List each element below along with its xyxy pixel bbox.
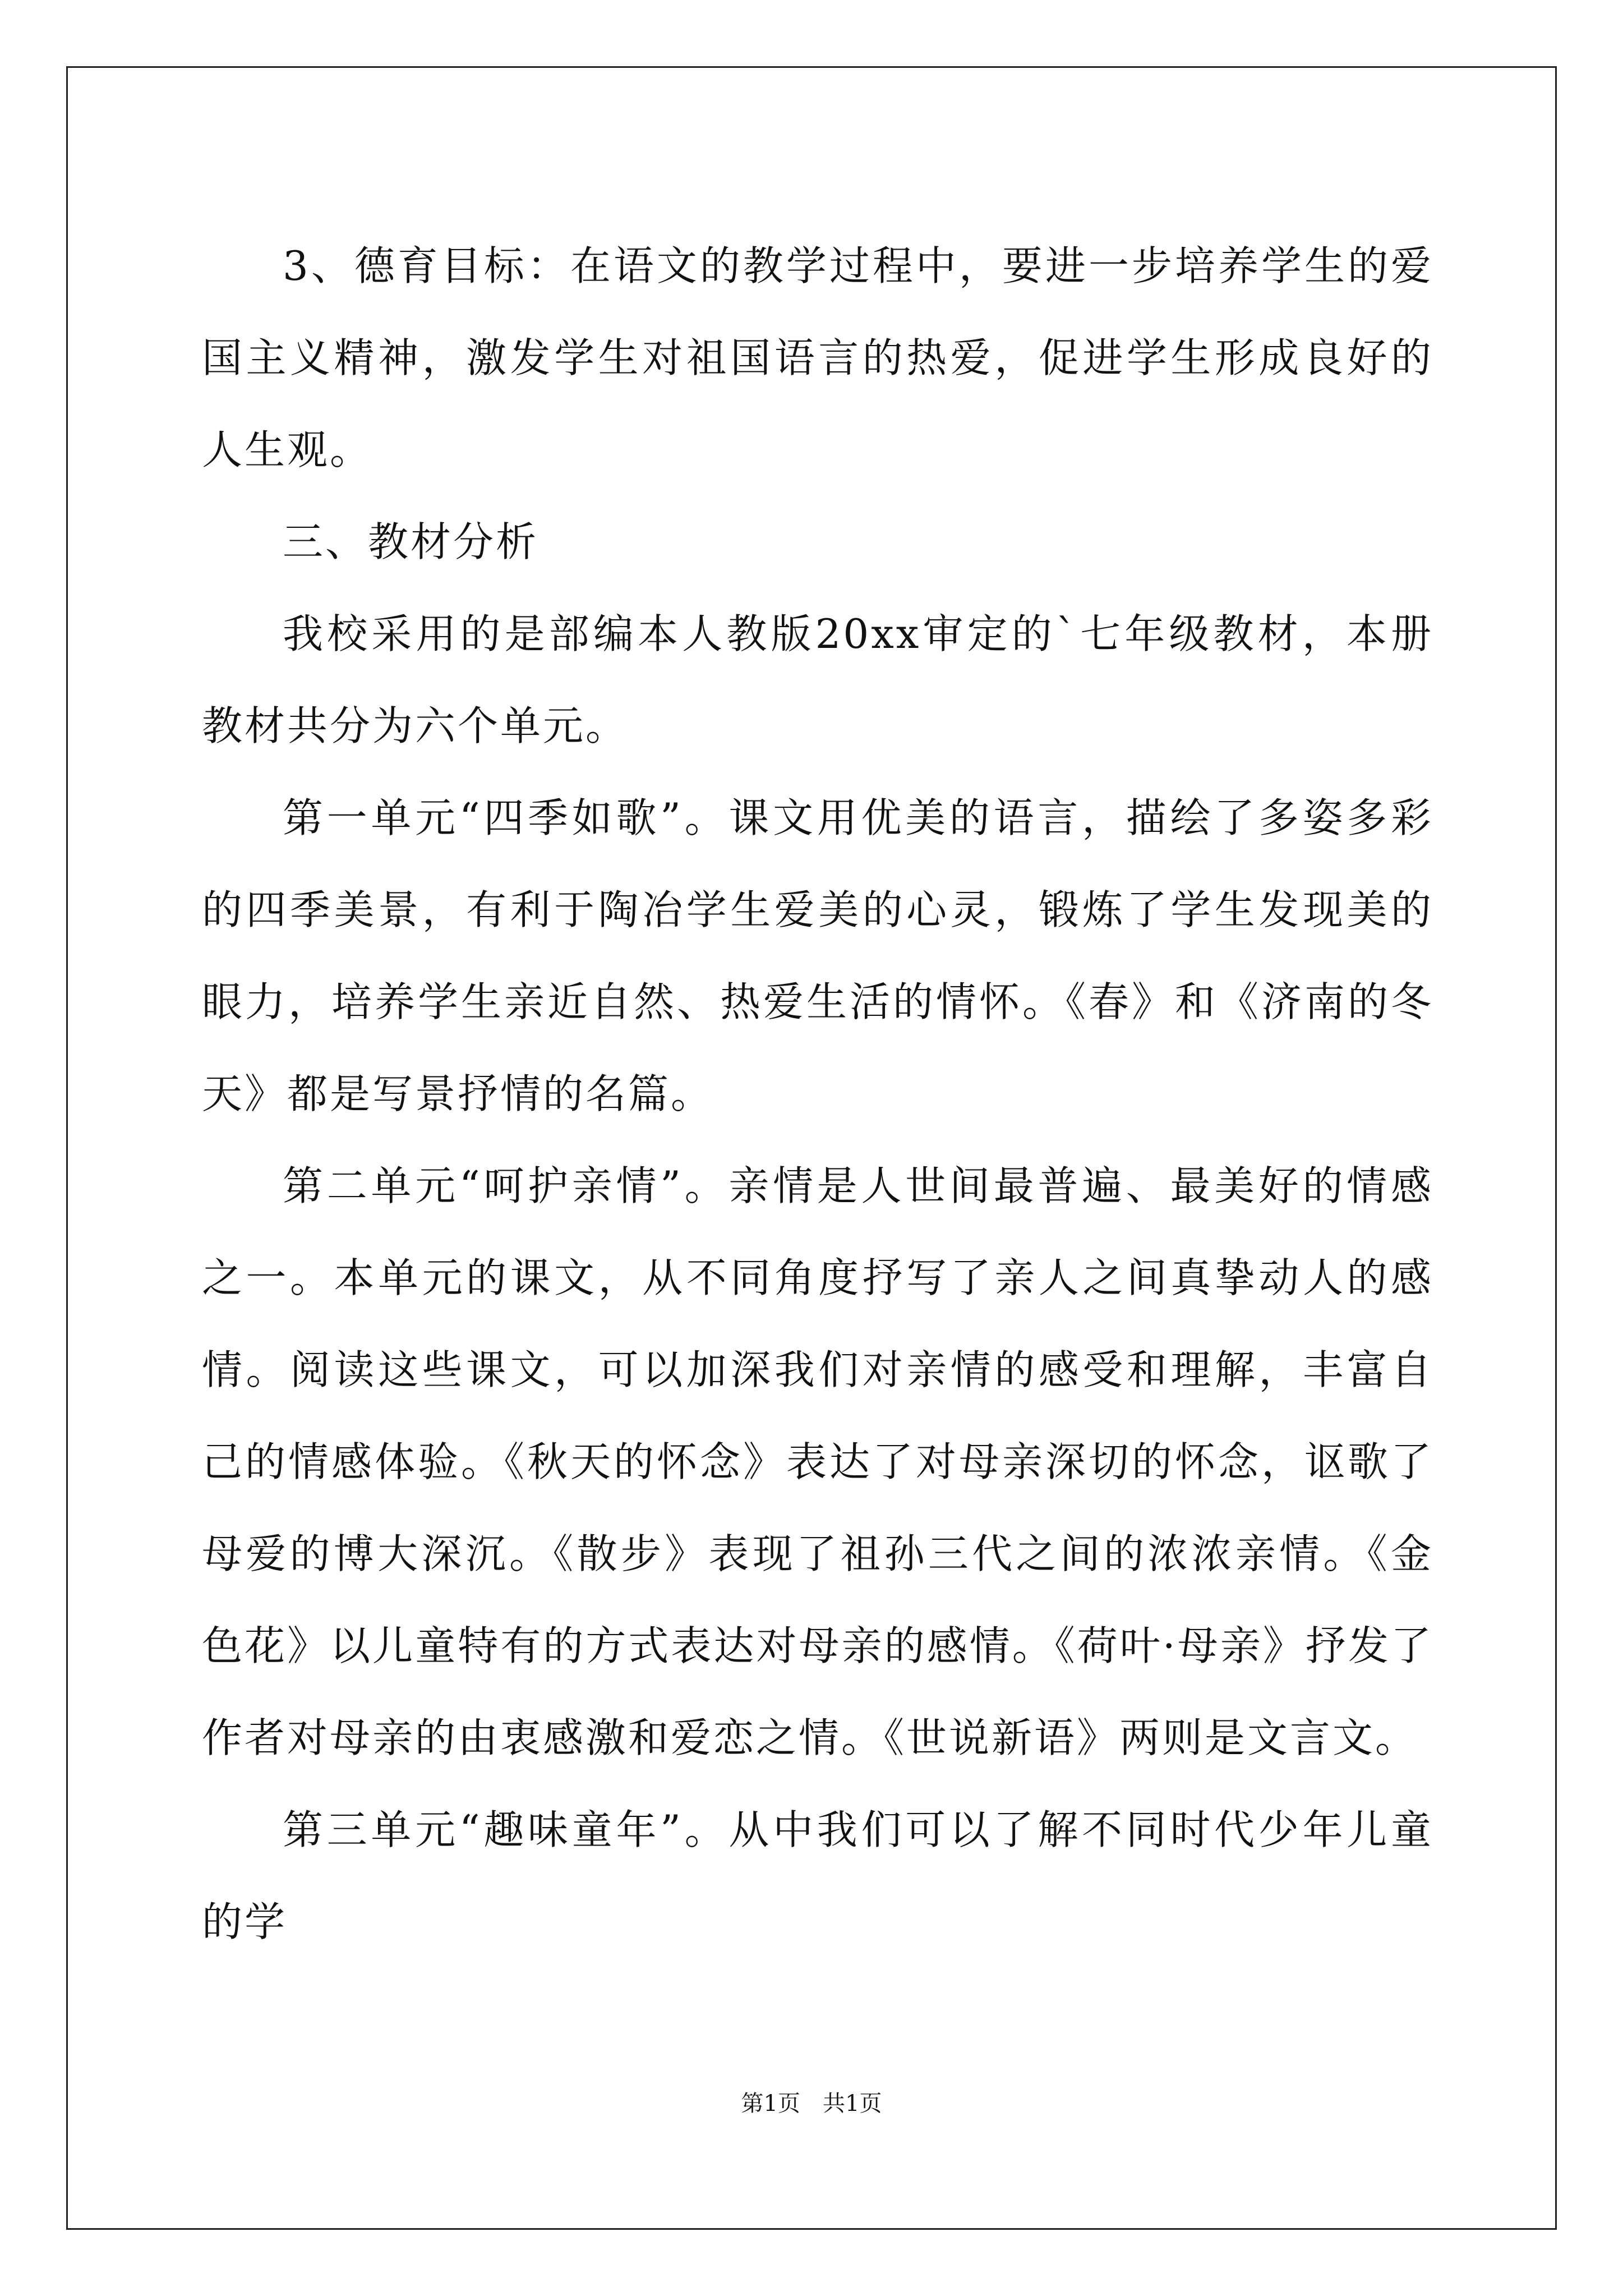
page-footer (0, 2088, 1623, 2119)
page-number: 第1页 (741, 2091, 800, 2116)
page-total: 共1页 (823, 2091, 882, 2116)
paragraph-unit-three: 第三单元“趣味童年”。从中我们可以了解不同时代少年儿童的学 (202, 1806, 1433, 1945)
section-heading-textbook-analysis: 三、教材分析 (283, 518, 539, 565)
paragraph-unit-one: 第一单元“四季如歌”。课文用优美的语言，描绘了多姿多彩的四季美景，有利于陶冶学生爱美的心灵，锻炼了学生发现美的眼力，培养学生亲近自然、热爱生活的情怀。《春》和《济南的冬天》都是写景抒情的名篇。 (202, 794, 1433, 1117)
paragraph-textbook-intro: 我校采用的是部编本人教版20xx审定的`七年级教材，本册教材共分为六个单元。 (202, 610, 1433, 749)
document-body (202, 220, 1433, 1968)
paragraph-unit-two: 第二单元“呵护亲情”。亲情是人世间最普遍、最美好的情感之一。本单元的课文，从不同角度抒写了亲人之间真挚动人的感情。阅读这些课文，可以加深我们对亲情的感受和理解，丰富自己的情感体验。《秋天的怀念》表达了对母亲深切的怀念，讴歌了母爱的博大深沉。《散步》表现了祖孙三代之间的浓浓亲情。《金色花》以儿童特有的方式表达对母亲的感情。《荷叶·母亲》抒发了作者对母亲的由衷感激和爱恋之情。《世说新语》两则是文言文。 (202, 1162, 1433, 1761)
paragraph-moral-goal: 3、德育目标：在语文的教学过程中，要进一步培养学生的爱国主义精神，激发学生对祖国语言的热爱，促进学生形成良好的人生观。 (202, 242, 1433, 473)
